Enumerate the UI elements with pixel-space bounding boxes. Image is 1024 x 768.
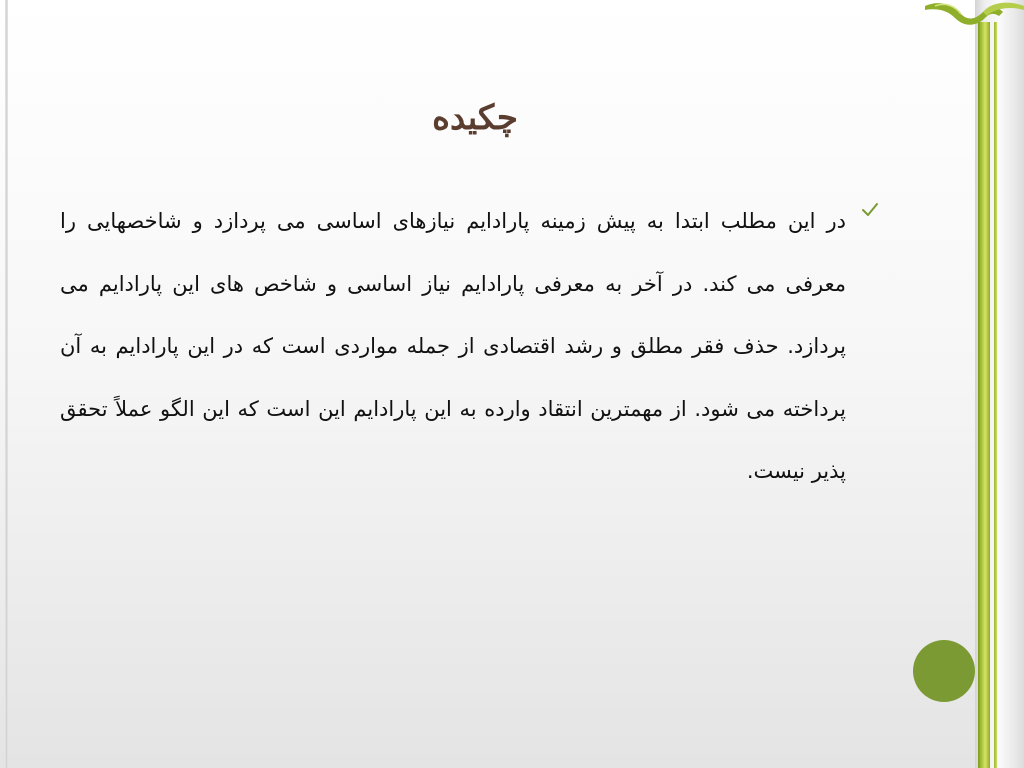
green-stem-thin-bar bbox=[994, 22, 997, 768]
green-stem-bar bbox=[978, 22, 990, 768]
vine-leaf-decoration bbox=[925, 0, 1024, 40]
slide-title: چکیده bbox=[432, 98, 518, 138]
checkmark-icon bbox=[860, 200, 880, 220]
summary-paragraph: در این مطلب ابتدا به پیش زمینه پارادایم نیازهای اساسی می پردازد و شاخصهایی را معرفی می کند. در آخر به معرفی پارادایم نیاز اساسی و شاخص های این پارادایم می پردازد. حذف فقر مطلق و رشد اقتصادی از جمله مواردی است که در این پارادایم به آن پرداخته می شود. از مهمترین انتقاد وارده به این پارادایم این است که این الگو عملاً تحقق پذیر نیست. bbox=[60, 209, 846, 483]
left-border-line bbox=[5, 0, 8, 768]
content-area bbox=[60, 190, 880, 503]
green-circle-decoration bbox=[913, 640, 975, 702]
